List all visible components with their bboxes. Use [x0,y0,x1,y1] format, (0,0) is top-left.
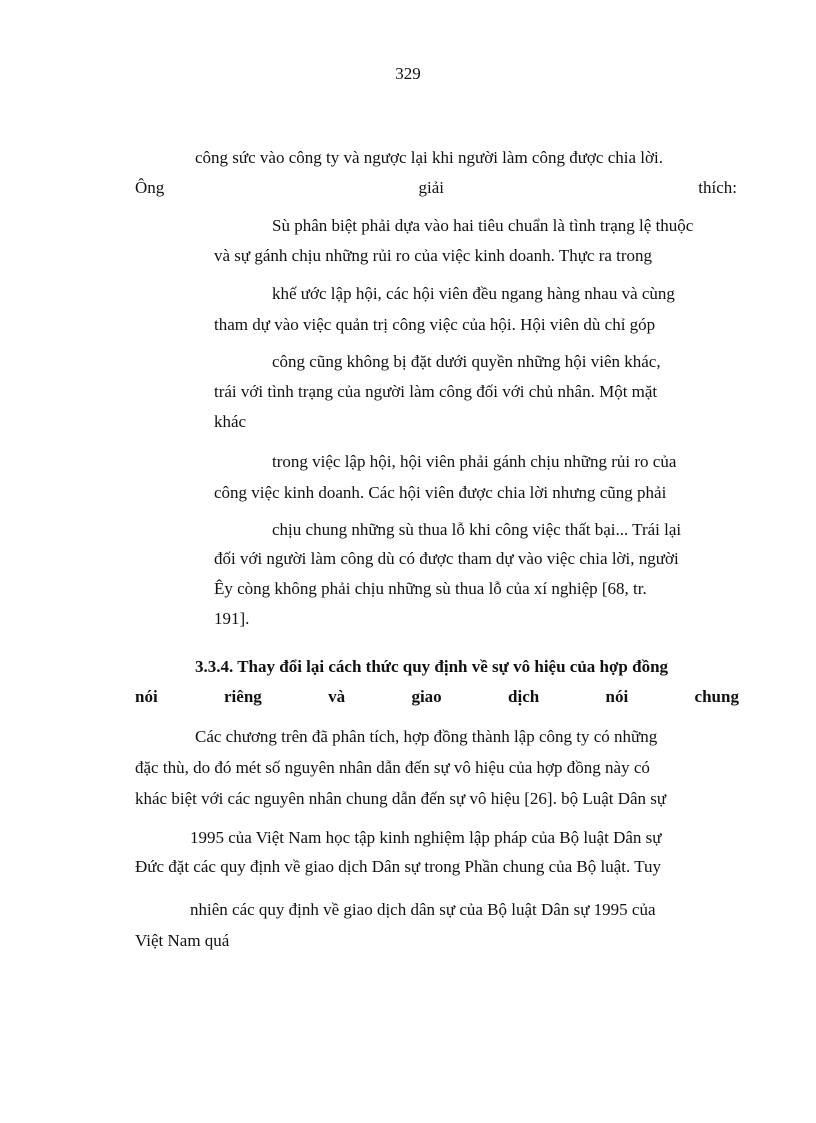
word: Ông [135,178,165,197]
section-heading: 3.3.4. Thay đổi lại cách thức quy định về sự vô hiệu của hợp đồng [195,657,669,676]
word: chung [694,687,739,706]
quote-line: và sự gánh chịu những rủi ro của việc kinh doanh. Thực ra trong [214,246,653,265]
quote-line: Sù phân biệt phải dựa vào hai tiêu chuẩn là tình trạng lệ thuộc [272,216,694,235]
quote-line: công cũng không bị đặt dưới quyền những hội viên khác, [272,352,661,371]
quote-line: tham dự vào việc quản trị công việc của hội. Hội viên dù chỉ góp [214,315,656,334]
quote-line: khế ước lập hội, các hội viên đều ngang hàng nhau và cùng [272,284,675,303]
page-number: 329 [395,64,421,83]
paragraph-line: Việt Nam quá [135,931,230,950]
word: nói [135,687,158,706]
word: giải [418,178,445,197]
quote-line: 191]. [214,609,250,628]
section-heading-cont [135,685,739,709]
paragraph-line: khác biệt với các nguyên nhân chung dẫn đến sự vô hiệu [26]. bộ Luật Dân sự [135,789,667,808]
quote-line: đối với người làm công dù có được tham dự vào việc chia lời, người [214,549,679,568]
word: nói [605,687,629,706]
word: giao [411,687,442,706]
word: dịch [508,687,540,706]
paragraph-line-justified [135,176,737,200]
word: thích: [698,178,737,197]
word: và [328,687,346,706]
quote-line: công việc kinh doanh. Các hội viên được chia lời nhưng cũng phải [214,483,667,502]
quote-line: khác [214,412,247,431]
paragraph-line: đặc thù, do đó mét số nguyên nhân dẫn đến sự vô hiệu của hợp đồng này có [135,758,650,777]
quote-line: chịu chung những sù thua lỗ khi công việc thất bại... Trái lại [272,520,682,539]
paragraph-line: 1995 của Việt Nam học tập kinh nghiệm lập pháp của Bộ luật Dân sự [190,828,662,847]
quote-line: trái với tình trạng của người làm công đối với chủ nhân. Một mặt [214,382,658,401]
paragraph-line: Các chương trên đã phân tích, hợp đồng thành lập công ty có những [195,727,658,746]
paragraph-line: công sức vào công ty và ngược lại khi người làm công được chia lời. [195,148,663,167]
paragraph-line: nhiên các quy định về giao dịch dân sự của Bộ luật Dân sự 1995 của [190,900,656,919]
word: riêng [224,687,262,706]
paragraph-line: Đức đặt các quy định về giao dịch Dân sự trong Phần chung của Bộ luật. Tuy [135,857,661,876]
quote-line: Êy còng không phải chịu những sù thua lỗ của xí nghiệp [68, tr. [214,579,647,598]
quote-line: trong việc lập hội, hội viên phải gánh chịu những rủi ro của [272,452,677,471]
